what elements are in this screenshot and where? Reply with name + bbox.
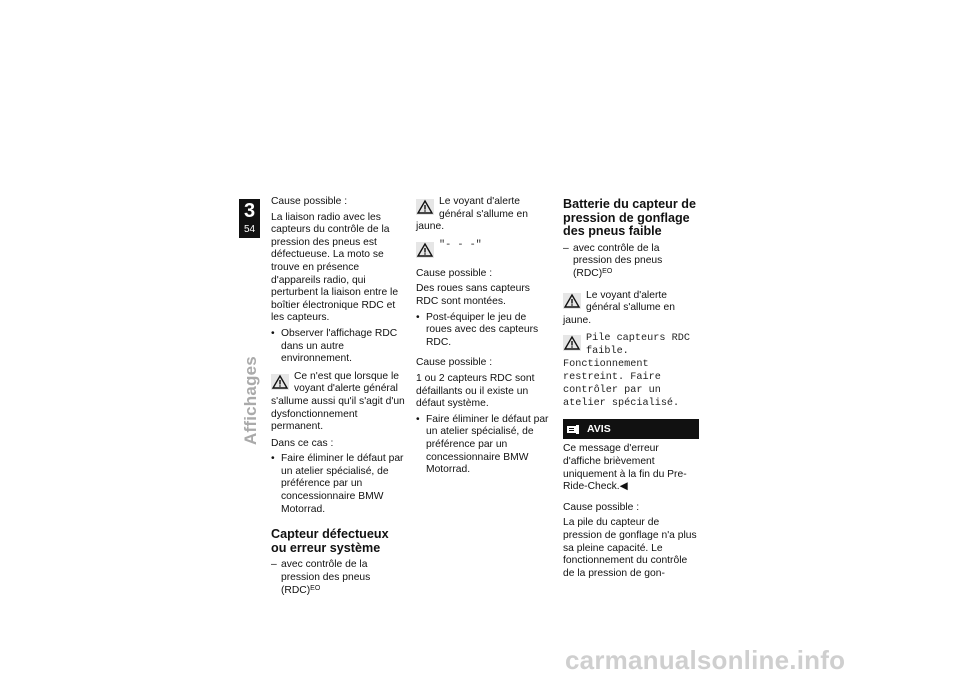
notice-text: Ce message d'erreur d'affiche brièvement uniquement à la fin du Pre-Ride-Check.◀	[563, 443, 687, 493]
equipment-item	[563, 243, 699, 281]
warning-triangle-icon	[563, 293, 581, 309]
notice-banner	[563, 419, 699, 439]
list-item: • Faire éliminer le défaut par un atelier spécialisé, de préférence par un concessionnaire BMW Motorrad.	[271, 453, 406, 516]
display-text: Pile capteurs RDC faible. Fonctionnement restreint. Faire contrôler par un atelier spécialisé.	[563, 333, 690, 410]
warning-text: Le voyant d'alerte général s'allume en jaune.	[416, 196, 528, 233]
chapter-title: Affichages	[241, 356, 260, 445]
warning-triangle-icon	[271, 374, 289, 390]
warning-note	[563, 290, 699, 328]
case-label: Dans ce cas :	[271, 437, 334, 449]
warning-note	[271, 371, 406, 434]
warning-text: Le voyant d'alerte général s'allume en jaune.	[563, 289, 675, 326]
cause-text: La liaison radio avec les capteurs du contrôle de la pression des pneus est défectueuse. La moto se trouve en présence d'appareils radio, qui perturbent la liaison entre le boîtier électronique RDC et les capteurs.	[271, 211, 399, 324]
list-item: • Observer l'affichage RDC dans un autre environnement.	[271, 328, 406, 366]
warning-triangle-icon	[416, 199, 434, 215]
equipment-text: avec contrôle de la pression des pneus (RDC)	[281, 559, 371, 596]
cause-text: 1 ou 2 capteurs RDC sont défaillants ou il existe un défaut système.	[416, 372, 535, 410]
column-1	[271, 196, 406, 597]
chapter-side-title	[239, 345, 263, 445]
watermark: carmanualsonline.info	[565, 645, 846, 675]
warning-triangle-icon	[563, 335, 581, 351]
warning-triangle-icon	[416, 242, 434, 258]
list-item: • Post-équiper le jeu de roues avec des capteurs RDC.	[416, 312, 551, 350]
display-note	[416, 239, 551, 260]
cause-label: Cause possible :	[416, 267, 493, 279]
equipment-item	[271, 559, 406, 597]
equipment-sup: EO	[602, 267, 613, 275]
cause-text: Des roues sans capteurs RDC sont montées.	[416, 283, 530, 307]
column-3	[563, 196, 699, 583]
page-number: 54	[243, 224, 256, 235]
notice-label: AVIS	[587, 423, 611, 436]
equipment-text: avec contrôle de la pression des pneus (RDC)	[573, 242, 663, 279]
list-item: • Faire éliminer le défaut par un atelier spécialisé, de préférence par un concessionnaire BMW Motorrad.	[416, 414, 551, 477]
section-heading: Capteur défectueux ou erreur système	[271, 527, 389, 555]
cause-label: Cause possible :	[416, 357, 493, 369]
notice-hand-icon	[566, 423, 580, 435]
display-text: "- - -"	[439, 239, 482, 251]
section-heading: Batterie du capteur de pression de gonflage des pneus faible	[563, 197, 696, 239]
equipment-sup: EO	[310, 584, 321, 592]
cause-label: Cause possible :	[563, 501, 640, 513]
warning-text: Ce n'est que lorsque le voyant d'alerte général s'allume aussi qu'il s'agit d'un dysfonctionnement permanent.	[271, 370, 405, 433]
chapter-tab	[239, 199, 260, 238]
cause-label: Cause possible :	[271, 196, 348, 207]
warning-note	[416, 196, 551, 234]
display-note	[563, 332, 699, 410]
chapter-number: 3	[243, 200, 256, 222]
cause-text: La pile du capteur de pression de gonflage n'a plus sa pleine capacité. Le fonctionnement du contrôle de la pression de gon-	[563, 517, 697, 579]
column-2	[416, 196, 551, 477]
